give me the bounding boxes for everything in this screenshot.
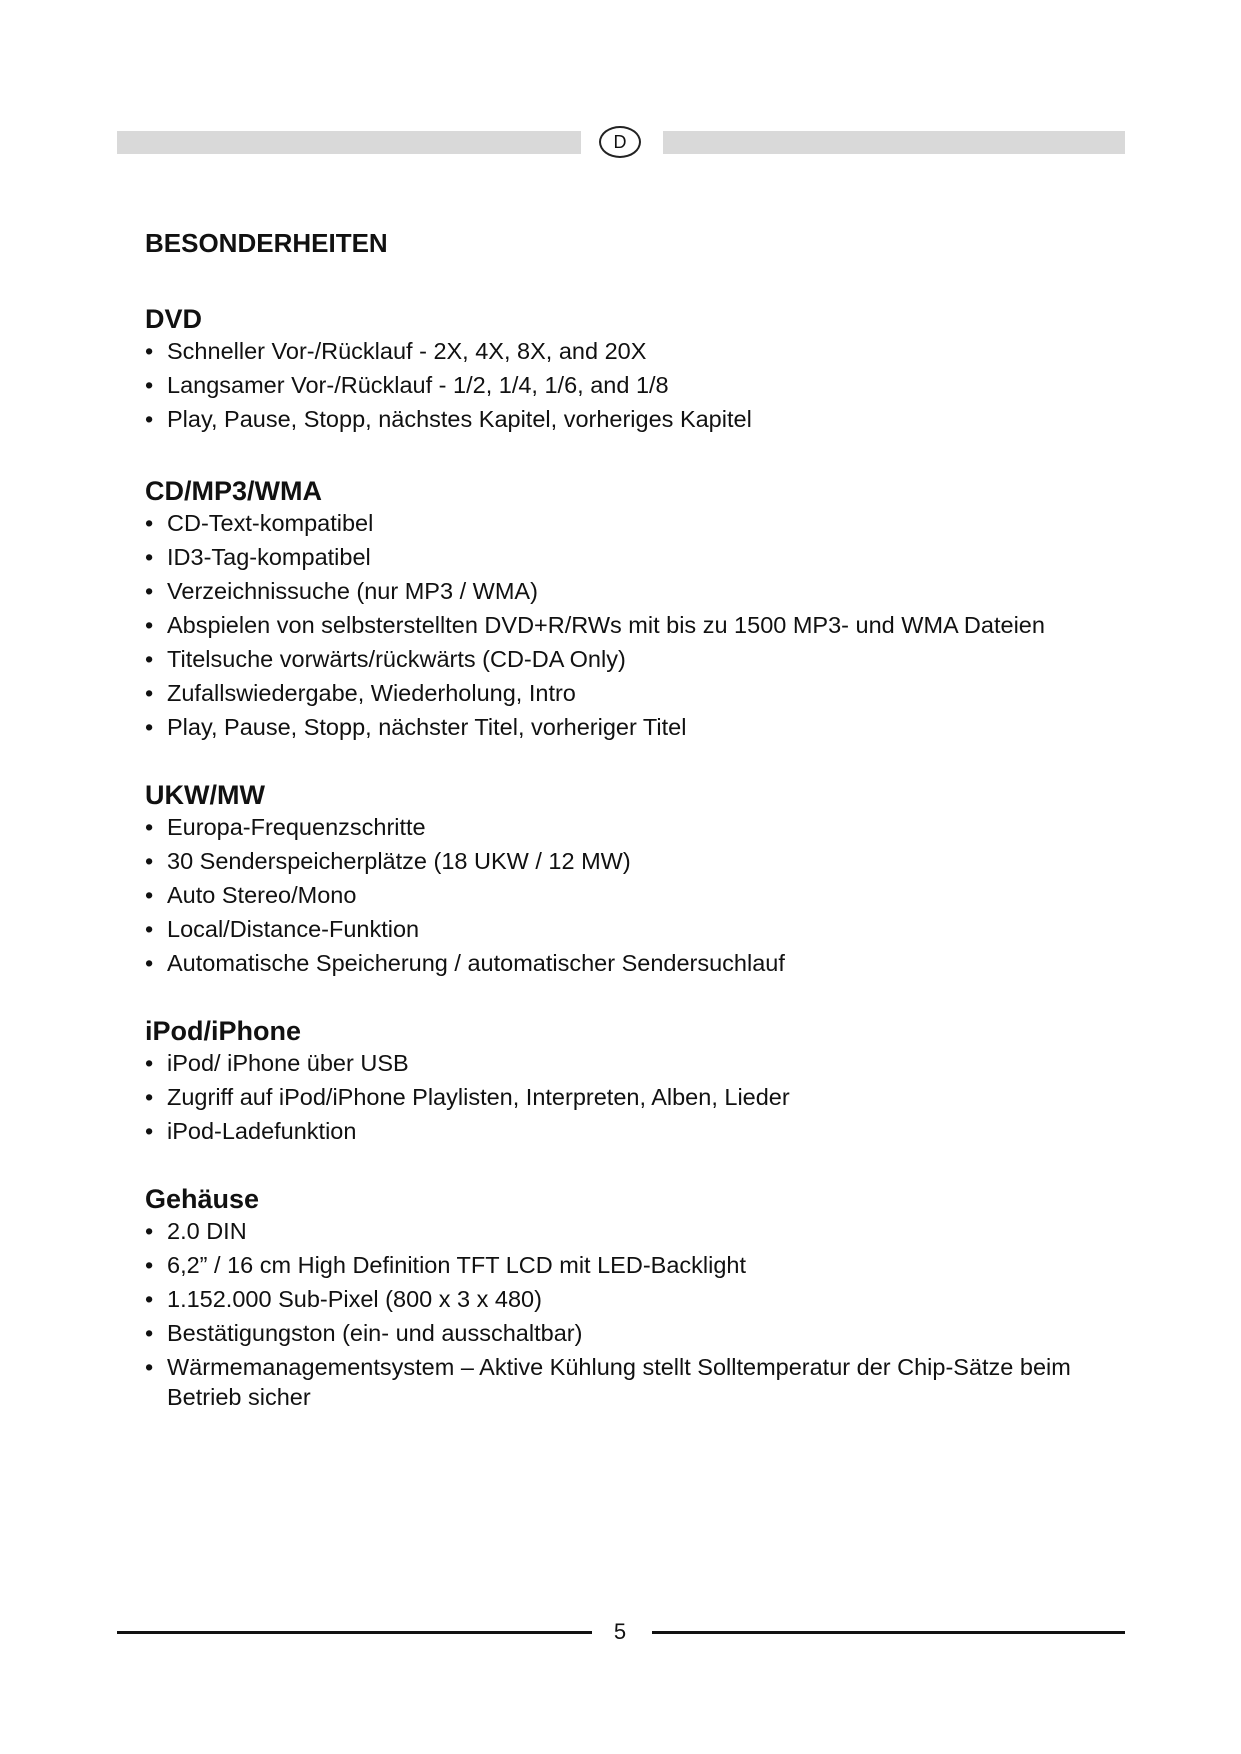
- list-item: • Auto Stereo/Mono: [145, 880, 1105, 910]
- list-item: • Automatische Speicherung / automatischer Sendersuchlauf: [145, 948, 1105, 978]
- section-heading: DVD: [145, 304, 203, 334]
- list-item: • Bestätigungston (ein- und ausschaltbar): [145, 1318, 1105, 1348]
- list-item: • Zufallswiedergabe, Wiederholung, Intro: [145, 678, 1105, 708]
- list-item: • Local/Distance-Funktion: [145, 914, 1105, 944]
- page-number: 5: [613, 1619, 627, 1644]
- list-item: • Schneller Vor-/Rücklauf - 2X, 4X, 8X, and 20X: [145, 336, 1105, 366]
- list-item: • Wärmemanagementsystem – Aktive Kühlung stellt Solltemperatur der Chip-Sätze beim Betrieb sicher: [145, 1352, 1105, 1412]
- section-heading: CD/MP3/WMA: [145, 476, 322, 506]
- list-item: • 30 Senderspeicherplätze (18 UKW / 12 MW): [145, 846, 1105, 876]
- footer-rule-right: [652, 1631, 1125, 1634]
- section-gehaeuse: [145, 1184, 1105, 1412]
- section-cd-mp3-wma: [145, 476, 1105, 742]
- document-body: [145, 224, 1105, 1450]
- list-item: • Abspielen von selbsterstellten DVD+R/RWs mit bis zu 1500 MP3- und WMA Dateien: [145, 610, 1105, 640]
- feature-list: [145, 336, 1105, 434]
- list-item: • 2.0 DIN: [145, 1216, 1105, 1246]
- feature-list: [145, 508, 1105, 742]
- list-item: • Europa-Frequenzschritte: [145, 812, 1105, 842]
- list-item: • 1.152.000 Sub-Pixel (800 x 3 x 480): [145, 1284, 1105, 1314]
- list-item: • ID3-Tag-kompatibel: [145, 542, 1105, 572]
- language-badge: D: [599, 126, 641, 158]
- section-ukw-mw: [145, 780, 1105, 978]
- feature-list: [145, 1048, 1105, 1146]
- list-item: • iPod/ iPhone über USB: [145, 1048, 1105, 1078]
- header-bar-right: [663, 131, 1125, 154]
- footer-rule-left: [117, 1631, 592, 1634]
- list-item: • 6,2” / 16 cm High Definition TFT LCD mit LED-Backlight: [145, 1250, 1105, 1280]
- section-heading: iPod/iPhone: [145, 1016, 302, 1046]
- page-title: BESONDERHEITEN: [145, 228, 388, 258]
- feature-list: [145, 1216, 1105, 1412]
- list-item: • Play, Pause, Stopp, nächstes Kapitel, vorheriges Kapitel: [145, 404, 1105, 434]
- list-item: • CD-Text-kompatibel: [145, 508, 1105, 538]
- feature-list: [145, 812, 1105, 978]
- list-item: • Titelsuche vorwärts/rückwärts (CD-DA Only): [145, 644, 1105, 674]
- list-item: • Verzeichnissuche (nur MP3 / WMA): [145, 576, 1105, 606]
- section-heading: UKW/MW: [145, 780, 265, 810]
- list-item: • Zugriff auf iPod/iPhone Playlisten, Interpreten, Alben, Lieder: [145, 1082, 1105, 1112]
- list-item: • Langsamer Vor-/Rücklauf - 1/2, 1/4, 1/6, and 1/8: [145, 370, 1105, 400]
- list-item: • Play, Pause, Stopp, nächster Titel, vorheriger Titel: [145, 712, 1105, 742]
- header-bar-left: [117, 131, 581, 154]
- section-ipod-iphone: [145, 1016, 1105, 1146]
- section-dvd: [145, 304, 1105, 434]
- section-heading: Gehäuse: [145, 1184, 260, 1214]
- list-item: • iPod-Ladefunktion: [145, 1116, 1105, 1146]
